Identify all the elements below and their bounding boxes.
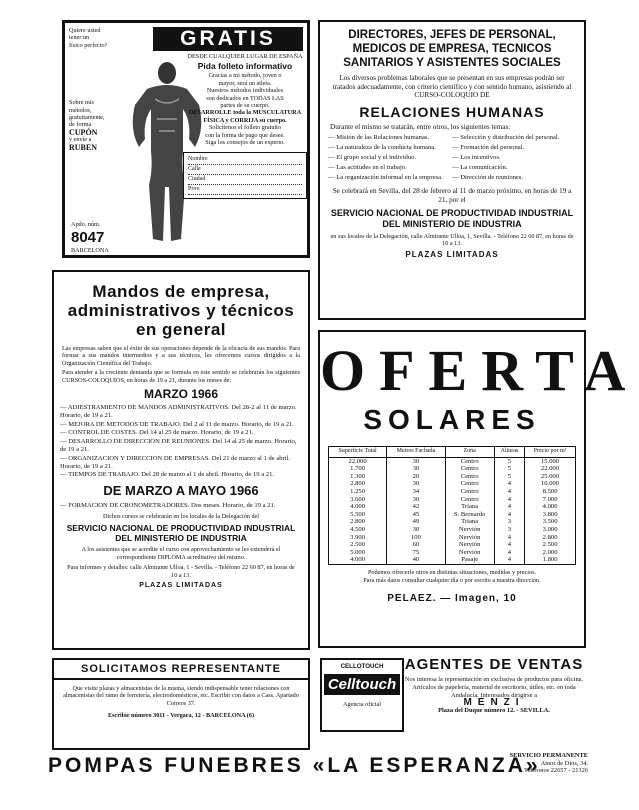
table-cell: 4 [494,488,524,496]
table-cell: Centro [445,465,494,473]
course-item: — ORGANIZACION Y DIRECCION DE EMPRESAS. Del 21 de marzo al 1 de abril. Horario, de 19 a 21. [60,455,302,471]
column-header: Superficie Total [329,447,387,458]
table-cell: 2.500 [525,541,576,549]
oferta-footnote: Podemos ofrecerle otros en distintas situaciones, medidas y precios. [367,568,537,576]
table-cell: Centro [445,473,494,481]
oferta-contact: PELAEZ. — Imagen, 10 [387,592,517,604]
gratis-body-line: FÍSICA y CORRIJA su cuerpo. [203,116,287,124]
table-cell: Centro [445,496,494,504]
table-cell: 3 [494,526,524,534]
table-cell: 22.000 [525,465,576,473]
table-cell: 7.000 [525,496,576,504]
table-cell: 5 [494,465,524,473]
form-name-field[interactable]: Nombre [188,156,302,165]
directores-ad [318,20,586,320]
table-cell: 4 [494,549,524,557]
table-cell: 2.800 [329,480,387,488]
table-row [329,549,576,557]
gratis-ad [62,20,310,258]
agentes-ad [318,656,586,750]
table-cell: 49 [387,518,445,526]
course-title: RELACIONES HUMANAS [359,103,545,120]
solares-table-body [329,457,576,564]
table-row [329,465,576,473]
course-item: — ADIESTRAMIENTO DE MANDOS ADMINISTRATIVOS. Del 28-2 al 11 de marzo. Horario, de 19 a 21. [60,404,302,420]
solicitamos-address: Escribir número 3011 - Vergara, 12 - BARCELONA (6) [107,712,255,720]
topic-item: — Selección y distribución del personal. [452,134,576,142]
table-cell: 1.250 [329,488,387,496]
agentes-body: Nos interesa la representación en exclusiva de productos para oficina. Artículos de papelería, material de escritorio, útiles, etc. en toda Andalucía. Interesados dirigirse a [404,676,584,699]
table-cell: 4 [494,480,524,488]
gratis-left-line: Sobre mis [69,99,94,107]
agentes-text-block [404,676,584,715]
gratis-body-line: son dedicados en TODAS LAS [206,94,284,102]
mandos-places: PLAZAS LIMITADAS [139,582,223,590]
topic-item: — Formación del personal. [452,144,576,152]
gratis-body-line: Nuestros métodos individuales [206,87,284,95]
pompas-funebres-banner: POMPAS FUNEBRES «LA ESPERANZA» [48,754,541,777]
table-cell: Centro [445,480,494,488]
table-cell: 5 [494,457,524,465]
service-title: SERVICIO PERMANENTE [509,752,588,759]
table-row [329,541,576,549]
gratis-body-line: DESARROLLE toda la MUSCULATURA [188,109,302,117]
column-header: Precio por m² [525,447,576,458]
mandos-intro: Las empresas saben que el éxito de sus operaciones depende de la eficacia de sus mandos. Para formar a sus mandos intermedios y a sus técnicos, les ofrecemos cursos dirigidos a la Organización Científica del Trabajo. [62,345,300,367]
gratis-body-line: Solicítenos el folleto gratuito [208,124,281,132]
table-cell: 30 [387,526,445,534]
topic-item: — La naturaleza de la conducta humana. [328,144,452,152]
gratis-body-line: Siga los consejos de un experto. [205,139,285,147]
table-row [329,518,576,526]
table-header-row [329,447,576,458]
logo-caption: Agencia oficial [343,701,381,709]
table-cell: 5 [494,473,524,481]
table-cell: 40 [387,556,445,564]
gratis-left-line: tener un [69,34,90,42]
oferta-title: OFERTA [320,338,639,403]
gratis-body-line: partes de su cuerpo. [220,102,270,110]
table-cell: 4.000 [329,503,387,511]
table-cell: 3 [494,518,524,526]
logo-brand: Celltouch [324,674,400,695]
apdo-number: 8047 [71,229,105,246]
gratis-body-line: Gracias a mi método, joven o [208,72,282,80]
table-cell: 4 [494,556,524,564]
topic-item: — Misión de las Relaciones humanas. [328,134,452,142]
directores-details: Se celebrará en Sevilla, del 28 de febrero al 11 de marzo próximo, en horas de 19 a 21, por el [332,187,572,204]
directores-places: PLAZAS LIMITADAS [405,250,499,260]
service-address: Amor de Dios, 34. [540,759,588,767]
agentes-name: MENZI [463,697,525,709]
topic-item: — La organización informal en la empresa. [328,174,452,182]
gratis-left-line: y envíe a [69,136,92,144]
table-cell: 4.000 [525,503,576,511]
month-heading: MARZO 1966 [143,387,219,402]
mandos-title: Mandos de empresa, administrativos y técnicos en general [67,282,295,339]
column-header: Zona [445,447,494,458]
solicitamos-body: Que visite plazas y almacenistas de la misma, siendo indispensable tener relaciones con almacenistas del ramo de ferretería, electrodomésticos, etc. Escribir con datos a Cass. Apartado Correos 37. [63,685,299,707]
apdo-label: Apdo. núm. [71,221,101,228]
topic-item: — El grupo social y el individuo. [328,154,452,162]
service-phone: Teléfonos 22657 - 21326 [524,767,588,775]
table-cell: 1.300 [329,473,387,481]
table-row [329,556,576,564]
table-cell: 4 [494,496,524,504]
table-row [329,526,576,534]
table-cell: 3.500 [525,518,576,526]
topic-item: — Dirección de reuniones. [452,174,576,182]
table-cell: 3.000 [525,526,576,534]
topic-item: — Los incentivos. [452,154,576,162]
logo-top-text: CELLOTOUCH [340,663,384,670]
course-item: — FORMACION DE CRONOMETRADORES. Dos meses. Horario, de 19 a 21. [60,502,302,510]
gratis-left-line: Quiere usted [69,27,101,34]
table-cell: 42 [387,503,445,511]
gratis-body [183,53,307,199]
mandos-address: Para informes y detalles: calle Almirante Ulloa, 1 - Sevilla. - Teléfono 22 60 87, en horas de 10 a 13. [67,564,295,579]
form-province-field[interactable]: Prov. [188,186,302,195]
topic-item: — Las actitudes en el trabajo. [328,164,452,172]
gratis-left-line: gratuitamente, [69,114,105,122]
table-cell: 10.000 [525,480,576,488]
mandos-ad [52,270,310,650]
table-cell: 75 [387,549,445,557]
table-cell: 4.500 [329,526,387,534]
agentes-title: AGENTES DE VENTAS [404,656,584,673]
solicitamos-title: SOLICITAMOS REPRESENTANTE [54,660,308,680]
course-item: — TIEMPOS DE TRABAJO. Del 28 de marzo al 1 de abril. Horario, de 19 a 21. [60,471,302,479]
table-cell: 2.500 [329,541,387,549]
table-cell: Pasaje [445,556,494,564]
oferta-ad [318,330,639,648]
mandos-intro2: Para atender a la creciente demanda que se formula en este sentido se celebrarán los siguientes CURSOS-COLOQUIOS, en horas de 19 a 21, durante los meses de: [62,369,300,384]
apdo-city: BARCELONA [71,247,109,254]
table-cell: 25.000 [525,473,576,481]
table-cell: 34 [387,488,445,496]
table-cell: Triana [445,503,494,511]
gratis-left-line: de forma [69,121,92,129]
gratis-left-line: RUBEN [69,142,98,152]
month-heading: DE MARZO A MAYO 1966 [103,483,259,499]
table-cell: 20 [387,473,445,481]
form-street-field[interactable]: Calle [188,166,302,175]
table-cell: 4 [494,534,524,542]
topic-item: — La comunicación. [452,164,576,172]
course-item: — CONTROL DE COSTES. Del 14 al 25 de marzo. Horario, de 19 a 21. [60,429,302,437]
table-row [329,496,576,504]
table-cell: Nervión [445,526,494,534]
course-item: — DESARROLLO DE DIRECCION DE REUNIONES. Del 14 al 25 de marzo. Horario, de 19 a 21. [60,438,302,454]
gratis-left-line: CUPÓN [69,127,98,137]
table-cell: 30 [387,480,445,488]
table-cell: Centro [445,457,494,465]
table-cell: 5.500 [329,511,387,519]
gratis-left-line: métodos, [69,106,92,114]
directores-address: en sus locales de la Delegación, calle Almirante Ulloa, 1, Sevilla. - Teléfono 22 60 87, en horas de 10 a 13. [330,232,574,247]
cellotouch-logo [320,658,404,732]
table-cell: 15.000 [525,457,576,465]
table-cell: 3.800 [525,511,576,519]
gratis-title: GRATIS [153,27,303,51]
table-row [329,503,576,511]
table-cell: Nervión [445,534,494,542]
solicitamos-ad [52,658,310,750]
topics-list [328,134,576,184]
table-cell: 1.700 [329,465,387,473]
gratis-subtitle: DESDE CUALQUIER LUGAR DE ESPAÑA [187,53,303,60]
table-cell: 22.000 [329,457,387,465]
table-row [329,488,576,496]
topics-intro: Durante el mismo se tratarán, entre otros, los siguientes temas: [330,122,511,131]
gratis-body-line: mayor, será un atleta. [218,79,272,87]
course-item: — MEJORA DE METODOS DE TRABAJO. Del 2 al 11 de marzo. Horario, de 19 a 21. [60,421,302,429]
table-cell: 2.000 [525,549,576,557]
table-cell: 4 [494,511,524,519]
coupon-form [183,152,307,199]
mandos-place-note: Dichos cursos se celebrarán en los locales de la Delegación del [103,513,259,520]
table-row [329,480,576,488]
table-cell: 5.000 [329,549,387,557]
table-row [329,473,576,481]
service-info [478,752,588,775]
gratis-body-line: con la forma de pago que desee. [205,131,285,139]
table-cell: Nervión [445,549,494,557]
table-cell: 45 [387,511,445,519]
oferta-subtitle: SOLARES [363,404,541,435]
directores-org: SERVICIO NACIONAL DE PRODUCTIVIDAD INDUSTRIAL DEL MINISTERIO DE INDUSTRIA [330,207,574,229]
table-cell: 4 [494,541,524,549]
mandos-org: SERVICIO NACIONAL DE PRODUCTIVIDAD INDUSTRIAL DEL MINISTERIO DE INDUSTRIA [66,523,296,544]
table-cell: 8.500 [525,488,576,496]
table-cell: 100 [387,534,445,542]
table-row [329,534,576,542]
table-cell: 2.800 [525,534,576,542]
directores-heading: DIRECTORES, JEFES DE PERSONAL, MEDICOS DE EMPRESA, TECNICOS SANITARIOS Y ASISTENTES SOCIALES [343,29,561,69]
solares-table [328,446,576,565]
mandos-note: A los asistentes que se acredite el curso con aprovechamiento se les extenderá el correspondiente DIPLOMA acreditativo del mismo. [81,546,281,561]
table-cell: 4 [494,503,524,511]
table-cell: 3.900 [329,534,387,542]
column-header: Metros Fachada [387,447,445,458]
directores-intro: Los diversos problemas laborales que se presentan en sus empresas podrán ser tratados adecuadamente, con criterio científico y con sentido humano, asistiendo al CURSO-COLOQUIO DE [332,74,572,100]
table-cell: 4.000 [329,556,387,564]
table-cell: Triana [445,518,494,526]
table-row [329,457,576,465]
column-header: Alturas [494,447,524,458]
table-cell: Nervión [445,541,494,549]
table-cell: 30 [387,457,445,465]
agentes-address: Plaza del Duque número 12. - SEVILLA. [438,707,550,715]
table-row [329,511,576,519]
table-cell: S. Bernardo [445,511,494,519]
table-cell: 1.800 [525,556,576,564]
table-cell: Centro [445,488,494,496]
oferta-footnote2: Para más datos consultar cualquier día o por escrito a nuestra dirección. [363,577,541,585]
gratis-headline: Pida folleto informativo [197,61,293,72]
gratis-left-line: físico perfecto? [69,41,108,49]
table-cell: 30 [387,496,445,504]
table-cell: 30 [387,465,445,473]
form-city-field[interactable]: Ciudad [188,176,302,185]
table-cell: 60 [387,541,445,549]
table-cell: 2.800 [329,518,387,526]
table-cell: 3.600 [329,496,387,504]
